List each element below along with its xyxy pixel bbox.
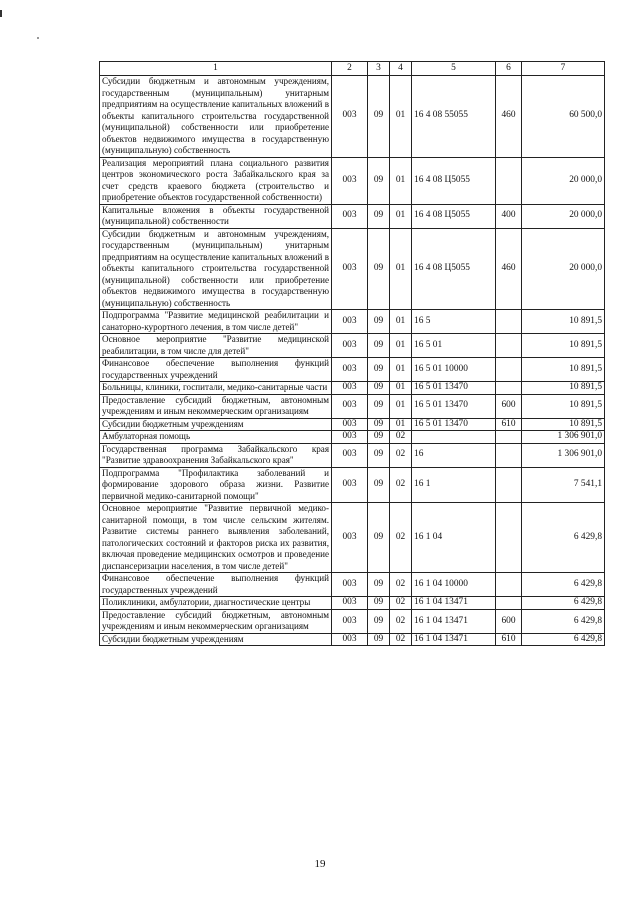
target-article-cell: 16 1 <box>412 467 496 503</box>
table-row <box>100 597 605 610</box>
table-row <box>100 418 605 431</box>
expense-type-cell: 600 <box>496 394 522 418</box>
table-row <box>100 431 605 444</box>
scan-edge-mark <box>0 10 2 17</box>
expense-type-cell: 610 <box>496 418 522 431</box>
target-article-cell: 16 4 08 Ц5055 <box>412 204 496 228</box>
column-header: 1 <box>100 62 332 76</box>
ministry-code-cell: 003 <box>332 418 368 431</box>
item-name-cell: Поликлиники, амбулатории, диагностические центры <box>100 597 332 610</box>
target-article-cell: 16 1 04 13471 <box>412 609 496 633</box>
expense-type-cell: 600 <box>496 609 522 633</box>
expense-type-cell <box>496 443 522 467</box>
target-article-cell: 16 5 01 <box>412 334 496 358</box>
expense-type-cell <box>496 157 522 204</box>
section-code-cell: 09 <box>368 573 390 597</box>
target-article-cell: 16 5 01 13470 <box>412 418 496 431</box>
subsection-code-cell: 01 <box>390 418 412 431</box>
amount-cell: 10 891,5 <box>522 394 605 418</box>
target-article-cell: 16 4 08 Ц5055 <box>412 157 496 204</box>
subsection-code-cell: 02 <box>390 467 412 503</box>
column-header: 2 <box>332 62 368 76</box>
table-row <box>100 228 605 310</box>
section-code-cell: 09 <box>368 418 390 431</box>
target-article-cell: 16 5 01 13470 <box>412 382 496 395</box>
amount-cell: 6 429,8 <box>522 503 605 573</box>
amount-cell: 20 000,0 <box>522 228 605 310</box>
ministry-code-cell: 003 <box>332 382 368 395</box>
ministry-code-cell: 003 <box>332 310 368 334</box>
subsection-code-cell: 02 <box>390 597 412 610</box>
section-code-cell: 09 <box>368 76 390 158</box>
subsection-code-cell: 02 <box>390 573 412 597</box>
item-name-cell: Подпрограмма "Профилактика заболеваний и формирование здорового образа жизни. Развитие первичной медико-санитарной помощи" <box>100 467 332 503</box>
section-code-cell: 09 <box>368 310 390 334</box>
subsection-code-cell: 02 <box>390 633 412 646</box>
section-code-cell: 09 <box>368 394 390 418</box>
amount-cell: 10 891,5 <box>522 382 605 395</box>
table-row <box>100 467 605 503</box>
amount-cell: 6 429,8 <box>522 597 605 610</box>
ministry-code-cell: 003 <box>332 443 368 467</box>
table-row <box>100 157 605 204</box>
amount-cell: 60 500,0 <box>522 76 605 158</box>
amount-cell: 10 891,5 <box>522 334 605 358</box>
subsection-code-cell: 01 <box>390 204 412 228</box>
section-code-cell: 09 <box>368 633 390 646</box>
item-name-cell: Больницы, клиники, госпитали, медико-санитарные части <box>100 382 332 395</box>
item-name-cell: Предоставление субсидий бюджетным, автономным учреждениям и иным некоммерческим организациям <box>100 609 332 633</box>
column-header: 5 <box>412 62 496 76</box>
subsection-code-cell: 01 <box>390 157 412 204</box>
expense-type-cell: 400 <box>496 204 522 228</box>
expense-type-cell <box>496 503 522 573</box>
expense-type-cell: 610 <box>496 633 522 646</box>
target-article-cell: 16 1 04 13471 <box>412 633 496 646</box>
section-code-cell: 09 <box>368 157 390 204</box>
expense-type-cell: 460 <box>496 228 522 310</box>
amount-cell: 6 429,8 <box>522 573 605 597</box>
item-name-cell: Основное мероприятие "Развитие медицинской реабилитации, в том числе для детей" <box>100 334 332 358</box>
subsection-code-cell: 01 <box>390 394 412 418</box>
section-code-cell: 09 <box>368 467 390 503</box>
amount-cell: 20 000,0 <box>522 204 605 228</box>
ministry-code-cell: 003 <box>332 204 368 228</box>
subsection-code-cell: 02 <box>390 609 412 633</box>
column-header: 3 <box>368 62 390 76</box>
section-code-cell: 09 <box>368 609 390 633</box>
item-name-cell: Финансовое обеспечение выполнения функций государственных учреждений <box>100 573 332 597</box>
ministry-code-cell: 003 <box>332 503 368 573</box>
expense-type-cell <box>496 573 522 597</box>
scan-speck <box>37 37 39 39</box>
table-row <box>100 633 605 646</box>
section-code-cell: 09 <box>368 358 390 382</box>
target-article-cell: 16 5 01 13470 <box>412 394 496 418</box>
ministry-code-cell: 003 <box>332 76 368 158</box>
target-article-cell <box>412 431 496 444</box>
table-header-row <box>100 62 605 76</box>
item-name-cell: Финансовое обеспечение выполнения функций государственных учреждений <box>100 358 332 382</box>
ministry-code-cell: 003 <box>332 157 368 204</box>
amount-cell: 7 541,1 <box>522 467 605 503</box>
expense-type-cell <box>496 334 522 358</box>
column-header: 6 <box>496 62 522 76</box>
amount-cell: 10 891,5 <box>522 310 605 334</box>
section-code-cell: 09 <box>368 597 390 610</box>
subsection-code-cell: 01 <box>390 228 412 310</box>
table-row <box>100 334 605 358</box>
table-row <box>100 394 605 418</box>
item-name-cell: Реализация мероприятий плана социального развития центров экономического роста Забайкальского края за счет средств краевого бюджета (строительство и приобретение объектов государственной собственности) <box>100 157 332 204</box>
table-row <box>100 443 605 467</box>
subsection-code-cell: 01 <box>390 358 412 382</box>
section-code-cell: 09 <box>368 443 390 467</box>
target-article-cell: 16 5 01 10000 <box>412 358 496 382</box>
ministry-code-cell: 003 <box>332 609 368 633</box>
item-name-cell: Подпрограмма "Развитие медицинской реабилитации и санаторно-курортного лечения, в том числе детей" <box>100 310 332 334</box>
expense-type-cell <box>496 467 522 503</box>
ministry-code-cell: 003 <box>332 573 368 597</box>
item-name-cell: Государственная программа Забайкальского края "Развитие здравоохранения Забайкальского края" <box>100 443 332 467</box>
subsection-code-cell: 02 <box>390 431 412 444</box>
ministry-code-cell: 003 <box>332 394 368 418</box>
section-code-cell: 09 <box>368 382 390 395</box>
amount-cell: 1 306 901,0 <box>522 431 605 444</box>
amount-cell: 20 000,0 <box>522 157 605 204</box>
target-article-cell: 16 4 08 55055 <box>412 76 496 158</box>
target-article-cell: 16 4 08 Ц5055 <box>412 228 496 310</box>
item-name-cell: Субсидии бюджетным и автономным учреждениям, государственным (муниципальным) унитарным предприятиям на осуществление капитальных вложений в объекты капитального строительства государственной (муниципальной) собственности или приобретение объектов недвижимого имущества в государственную (муниципальную) собственность <box>100 76 332 158</box>
ministry-code-cell: 003 <box>332 633 368 646</box>
section-code-cell: 09 <box>368 431 390 444</box>
table-row <box>100 382 605 395</box>
target-article-cell: 16 1 04 10000 <box>412 573 496 597</box>
expense-type-cell <box>496 431 522 444</box>
target-article-cell: 16 <box>412 443 496 467</box>
subsection-code-cell: 01 <box>390 382 412 395</box>
subsection-code-cell: 02 <box>390 503 412 573</box>
expense-type-cell <box>496 597 522 610</box>
amount-cell: 10 891,5 <box>522 418 605 431</box>
ministry-code-cell: 003 <box>332 358 368 382</box>
ministry-code-cell: 003 <box>332 467 368 503</box>
ministry-code-cell: 003 <box>332 431 368 444</box>
table-row <box>100 204 605 228</box>
ministry-code-cell: 003 <box>332 597 368 610</box>
table-row <box>100 609 605 633</box>
amount-cell: 1 306 901,0 <box>522 443 605 467</box>
budget-table <box>99 61 605 646</box>
item-name-cell: Амбулаторная помощь <box>100 431 332 444</box>
target-article-cell: 16 1 04 <box>412 503 496 573</box>
ministry-code-cell: 003 <box>332 334 368 358</box>
subsection-code-cell: 01 <box>390 76 412 158</box>
column-header: 4 <box>390 62 412 76</box>
subsection-code-cell: 02 <box>390 443 412 467</box>
section-code-cell: 09 <box>368 228 390 310</box>
target-article-cell: 16 5 <box>412 310 496 334</box>
expense-type-cell <box>496 382 522 395</box>
item-name-cell: Предоставление субсидий бюджетным, автономным учреждениям и иным некоммерческим организациям <box>100 394 332 418</box>
amount-cell: 6 429,8 <box>522 633 605 646</box>
page-number: 19 <box>314 858 326 870</box>
table-row <box>100 76 605 158</box>
subsection-code-cell: 01 <box>390 310 412 334</box>
item-name-cell: Субсидии бюджетным учреждениям <box>100 633 332 646</box>
section-code-cell: 09 <box>368 503 390 573</box>
column-header: 7 <box>522 62 605 76</box>
item-name-cell: Субсидии бюджетным и автономным учреждениям, государственным (муниципальным) унитарным предприятиям на осуществление капитальных вложений в объекты капитального строительства государственной (муниципальной) собственности или приобретение объектов недвижимого имущества в государственную (муниципальную) собственность <box>100 228 332 310</box>
section-code-cell: 09 <box>368 204 390 228</box>
item-name-cell: Субсидии бюджетным учреждениям <box>100 418 332 431</box>
subsection-code-cell: 01 <box>390 334 412 358</box>
expense-type-cell <box>496 310 522 334</box>
table-row <box>100 310 605 334</box>
item-name-cell: Капитальные вложения в объекты государственной (муниципальной) собственности <box>100 204 332 228</box>
section-code-cell: 09 <box>368 334 390 358</box>
target-article-cell: 16 1 04 13471 <box>412 597 496 610</box>
item-name-cell: Основное мероприятие "Развитие первичной медико-санитарной помощи, в том числе сельским жителям. Развитие системы раннего выявления заболеваний, патологических состояний и факторов риска их развития, включая проведение медицинских осмотров и проведение диспансеризации населения, в том числе детей" <box>100 503 332 573</box>
table-row <box>100 503 605 573</box>
amount-cell: 6 429,8 <box>522 609 605 633</box>
table-body <box>100 76 605 646</box>
expense-type-cell: 460 <box>496 76 522 158</box>
expense-type-cell <box>496 358 522 382</box>
amount-cell: 10 891,5 <box>522 358 605 382</box>
table-row <box>100 573 605 597</box>
table-row <box>100 358 605 382</box>
ministry-code-cell: 003 <box>332 228 368 310</box>
